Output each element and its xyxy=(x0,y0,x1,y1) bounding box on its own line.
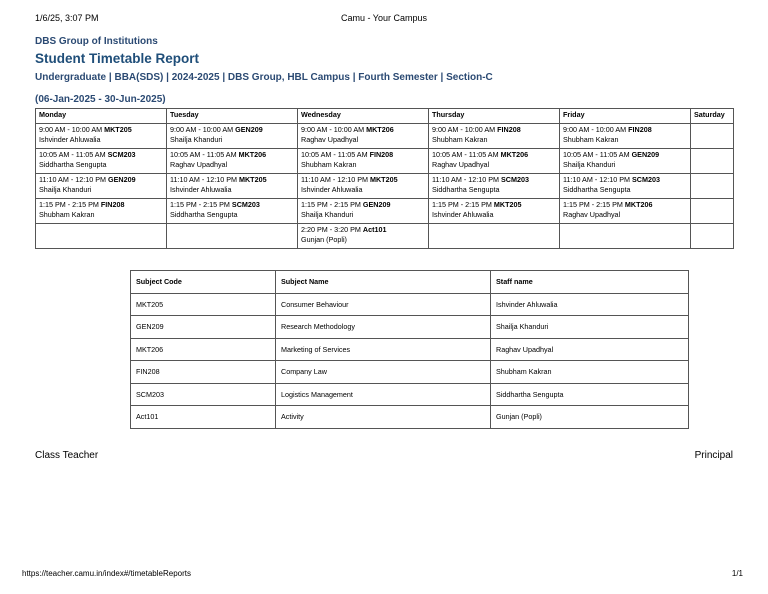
slot-subject-code: MKT205 xyxy=(493,200,522,209)
empty-slot xyxy=(429,224,560,249)
class-teacher-signature-label: Class Teacher xyxy=(35,450,99,461)
timetable-slot xyxy=(298,149,429,174)
timetable-slot xyxy=(560,199,691,224)
slot-staff-name: Shailja Khanduri xyxy=(563,160,616,169)
print-date: 1/6/25, 3:07 PM xyxy=(35,13,99,23)
slot-time: 11:10 AM - 12:10 PM xyxy=(39,175,106,184)
timetable-slot xyxy=(167,149,298,174)
slot-subject-code: MKT206 xyxy=(366,125,394,134)
slot-time: 9:00 AM - 10:00 AM xyxy=(432,125,496,134)
slot-staff-name: Raghav Upadhyal xyxy=(170,160,228,169)
slot-subject-code: MKT205 xyxy=(239,175,267,184)
subject-code-cell: FIN208 xyxy=(131,361,276,384)
empty-slot xyxy=(691,224,734,249)
timetable-slot xyxy=(429,199,560,224)
slot-subject-code: Act101 xyxy=(362,225,387,234)
page-number: 1/1 xyxy=(731,569,743,578)
slot-time-line xyxy=(301,225,425,235)
timetable-slot xyxy=(167,124,298,149)
slot-time: 10:05 AM - 11:05 AM xyxy=(563,150,630,159)
slot-time-line xyxy=(432,150,556,160)
day-header-tuesday: Tuesday xyxy=(167,109,298,124)
slot-staff-name: Ishvinder Ahluwalia xyxy=(170,185,232,194)
timetable-row xyxy=(36,174,734,199)
slot-staff-name: Raghav Upadhyal xyxy=(563,210,621,219)
timetable-slot xyxy=(36,124,167,149)
slot-subject-code: MKT205 xyxy=(104,125,132,134)
subject-name-cell: Logistics Management xyxy=(276,383,491,406)
timetable-slot xyxy=(167,174,298,199)
timetable-row xyxy=(36,124,734,149)
timetable-slot xyxy=(298,224,429,249)
slot-time: 11:10 AM - 12:10 PM xyxy=(563,175,630,184)
subject-row xyxy=(131,383,689,406)
slot-time: 9:00 AM - 10:00 AM xyxy=(563,125,627,134)
slot-time: 1:15 PM - 2:15 PM xyxy=(563,200,623,209)
slot-time-line xyxy=(39,125,163,135)
subject-name-cell: Activity xyxy=(276,406,491,429)
slot-staff-name: Ishvinder Ahluwalia xyxy=(301,185,363,194)
slot-time-line xyxy=(170,150,294,160)
slot-time: 10:05 AM - 11:05 AM xyxy=(432,150,499,159)
subject-code-cell: MKT206 xyxy=(131,338,276,361)
slot-staff-name: Siddhartha Sengupta xyxy=(563,185,631,194)
day-header-thursday: Thursday xyxy=(429,109,560,124)
day-header-friday: Friday xyxy=(560,109,691,124)
empty-slot xyxy=(167,224,298,249)
staff-name-cell: Raghav Upadhyal xyxy=(491,338,689,361)
slot-time-line xyxy=(432,200,556,210)
subject-code-header: Subject Code xyxy=(131,271,276,294)
slot-time-line xyxy=(563,200,687,210)
slot-staff-name: Shailja Khanduri xyxy=(39,185,92,194)
staff-name-cell: Siddhartha Sengupta xyxy=(491,383,689,406)
slot-time-line xyxy=(563,150,687,160)
slot-time-line xyxy=(170,125,294,135)
timetable-header-row xyxy=(36,109,734,124)
subject-code-cell: MKT205 xyxy=(131,293,276,316)
subject-name-cell: Consumer Behaviour xyxy=(276,293,491,316)
footer-url: https://teacher.camu.in/index#/timetableReports xyxy=(22,569,191,578)
timetable-slot xyxy=(36,199,167,224)
slot-time-line xyxy=(39,175,163,185)
timetable-row xyxy=(36,199,734,224)
subject-table-header-row xyxy=(131,271,689,294)
slot-staff-name: Ishvinder Ahluwalia xyxy=(432,210,494,219)
slot-time: 11:10 AM - 12:10 PM xyxy=(170,175,237,184)
slot-time-line xyxy=(432,125,556,135)
slot-staff-name: Siddhartha Sengupta xyxy=(170,210,238,219)
timetable-slot xyxy=(36,174,167,199)
subject-row xyxy=(131,406,689,429)
subject-row xyxy=(131,338,689,361)
slot-subject-code: SCM203 xyxy=(632,175,660,184)
timetable-slot xyxy=(560,149,691,174)
slot-time-line xyxy=(170,200,294,210)
staff-name-cell: Gunjan (Popli) xyxy=(491,406,689,429)
slot-time-line xyxy=(301,175,425,185)
slot-staff-name: Siddhartha Sengupta xyxy=(432,185,500,194)
slot-time-line xyxy=(170,175,294,185)
subject-name-cell: Marketing of Services xyxy=(276,338,491,361)
timetable-slot xyxy=(36,149,167,174)
subject-name-cell: Research Methodology xyxy=(276,316,491,339)
slot-time: 1:15 PM - 2:15 PM xyxy=(39,200,99,209)
slot-subject-code: SCM203 xyxy=(107,150,136,159)
slot-time: 1:15 PM - 2:15 PM xyxy=(170,200,230,209)
slot-staff-name: Shailja Khanduri xyxy=(301,210,354,219)
slot-staff-name: Gunjan (Popli) xyxy=(301,235,347,244)
day-header-saturday: Saturday xyxy=(691,109,734,124)
empty-slot xyxy=(691,199,734,224)
report-subtitle: Undergraduate | BBA(SDS) | 2024-2025 | DBS Group, HBL Campus | Fourth Semester | Section-C xyxy=(35,72,493,83)
slot-subject-code: SCM203 xyxy=(501,175,529,184)
timetable xyxy=(35,108,734,249)
slot-subject-code: FIN208 xyxy=(497,125,521,134)
slot-time: 11:10 AM - 12:10 PM xyxy=(432,175,499,184)
slot-subject-code: MKT206 xyxy=(238,150,267,159)
timetable-slot xyxy=(429,174,560,199)
staff-name-header: Staff name xyxy=(491,271,689,294)
slot-time: 9:00 AM - 10:00 AM xyxy=(170,125,234,134)
timetable-slot xyxy=(560,124,691,149)
slot-subject-code: GEN209 xyxy=(362,200,391,209)
slot-staff-name: Shubham Kakran xyxy=(432,135,488,144)
empty-slot xyxy=(691,124,734,149)
timetable-row xyxy=(36,149,734,174)
subject-name-header: Subject Name xyxy=(276,271,491,294)
report-title: Student Timetable Report xyxy=(35,51,200,66)
slot-time-line xyxy=(432,175,556,185)
empty-slot xyxy=(691,174,734,199)
timetable-slot xyxy=(298,199,429,224)
slot-time-line xyxy=(39,150,163,160)
subject-row xyxy=(131,361,689,384)
slot-time-line xyxy=(563,175,687,185)
timetable-row xyxy=(36,224,734,249)
staff-name-cell: Shailja Khanduri xyxy=(491,316,689,339)
timetable-slot xyxy=(298,174,429,199)
subject-table xyxy=(130,270,689,429)
slot-subject-code: GEN209 xyxy=(235,125,263,134)
slot-time: 9:00 AM - 10:00 AM xyxy=(301,125,365,134)
slot-staff-name: Raghav Upadhyal xyxy=(301,135,359,144)
print-page-title: Camu - Your Campus xyxy=(340,13,428,23)
slot-staff-name: Ishvinder Ahluwalia xyxy=(39,135,101,144)
slot-staff-name: Shubham Kakran xyxy=(301,160,357,169)
timetable-slot xyxy=(298,124,429,149)
slot-time: 10:05 AM - 11:05 AM xyxy=(39,150,106,159)
slot-subject-code: MKT206 xyxy=(500,150,529,159)
staff-name-cell: Shubham Kakran xyxy=(491,361,689,384)
slot-time: 10:05 AM - 11:05 AM xyxy=(170,150,237,159)
slot-subject-code: MKT206 xyxy=(624,200,653,209)
slot-time: 11:10 AM - 12:10 PM xyxy=(301,175,368,184)
slot-time-line xyxy=(39,200,163,210)
empty-slot xyxy=(691,149,734,174)
staff-name-cell: Ishvinder Ahluwalia xyxy=(491,293,689,316)
slot-staff-name: Shubham Kakran xyxy=(39,210,95,219)
subject-row xyxy=(131,316,689,339)
slot-time: 9:00 AM - 10:00 AM xyxy=(39,125,103,134)
slot-time-line xyxy=(301,200,425,210)
slot-time: 10:05 AM - 11:05 AM xyxy=(301,150,368,159)
slot-time-line xyxy=(563,125,687,135)
day-header-wednesday: Wednesday xyxy=(298,109,429,124)
slot-subject-code: SCM203 xyxy=(231,200,260,209)
subject-code-cell: GEN209 xyxy=(131,316,276,339)
organization-name: DBS Group of Institutions xyxy=(35,36,158,47)
day-header-monday: Monday xyxy=(36,109,167,124)
slot-time: 1:15 PM - 2:15 PM xyxy=(432,200,492,209)
slot-time: 2:20 PM - 3:20 PM xyxy=(301,225,361,234)
slot-subject-code: GEN209 xyxy=(631,150,660,159)
subject-name-cell: Company Law xyxy=(276,361,491,384)
slot-subject-code: FIN208 xyxy=(100,200,125,209)
timetable-slot xyxy=(167,199,298,224)
timetable-slot xyxy=(560,174,691,199)
date-range: (06-Jan-2025 - 30-Jun-2025) xyxy=(35,94,166,105)
slot-time-line xyxy=(301,150,425,160)
slot-staff-name: Shubham Kakran xyxy=(563,135,619,144)
timetable-slot xyxy=(429,149,560,174)
subject-code-cell: SCM203 xyxy=(131,383,276,406)
slot-subject-code: GEN209 xyxy=(108,175,136,184)
empty-slot xyxy=(560,224,691,249)
slot-staff-name: Siddhartha Sengupta xyxy=(39,160,107,169)
slot-subject-code: FIN208 xyxy=(628,125,652,134)
slot-subject-code: FIN208 xyxy=(369,150,394,159)
timetable-slot xyxy=(429,124,560,149)
slot-subject-code: MKT205 xyxy=(370,175,398,184)
subject-code-cell: Act101 xyxy=(131,406,276,429)
slot-staff-name: Raghav Upadhyal xyxy=(432,160,490,169)
empty-slot xyxy=(36,224,167,249)
slot-time-line xyxy=(301,125,425,135)
slot-time: 1:15 PM - 2:15 PM xyxy=(301,200,361,209)
slot-staff-name: Shailja Khanduri xyxy=(170,135,223,144)
principal-signature-label: Principal xyxy=(694,450,733,461)
subject-row xyxy=(131,293,689,316)
